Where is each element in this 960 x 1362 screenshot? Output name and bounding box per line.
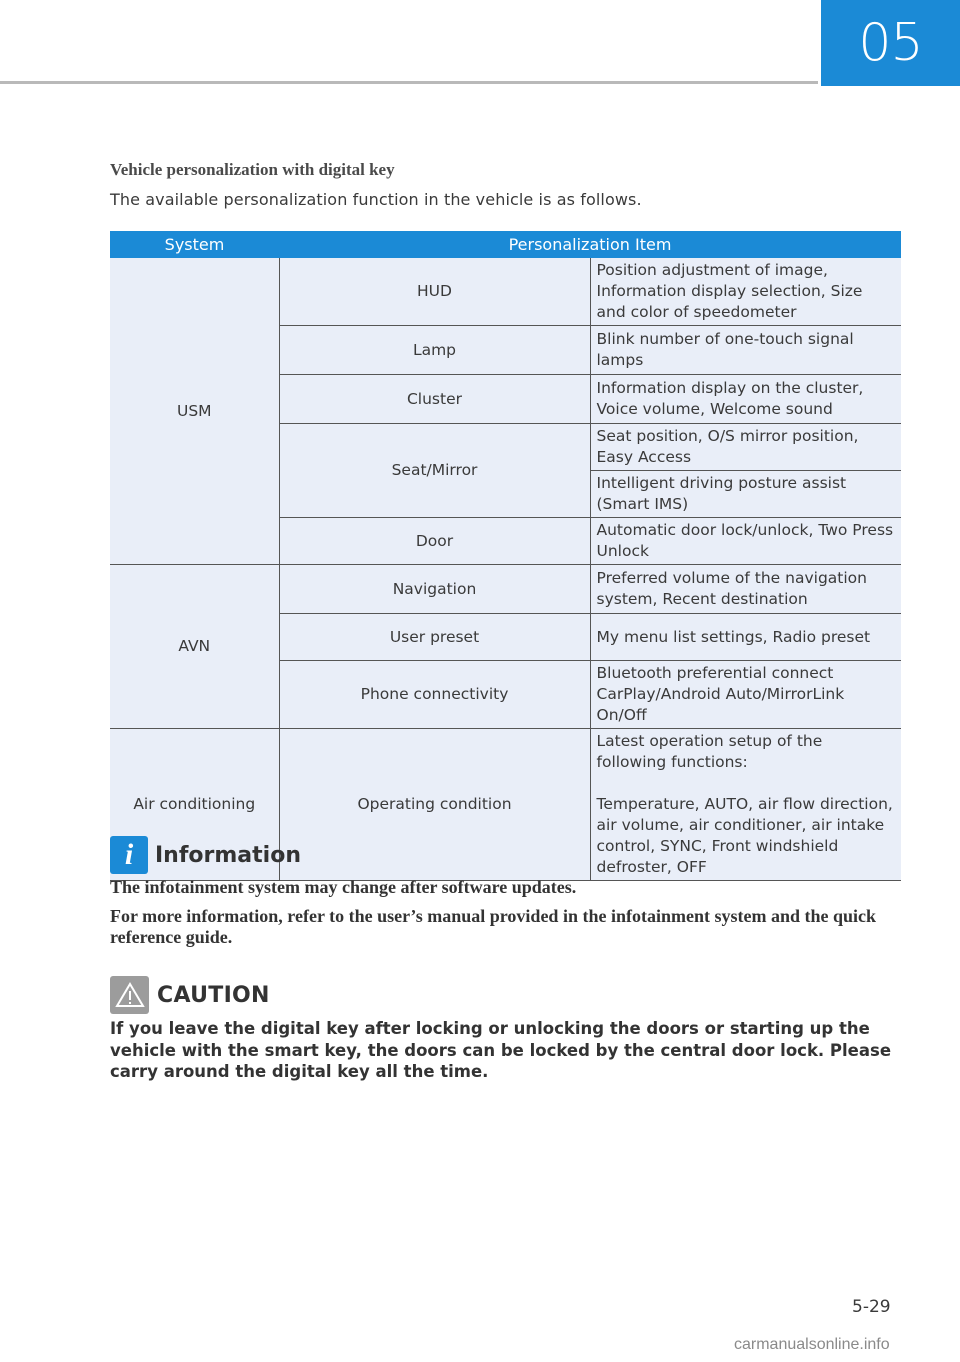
table-header-row (110, 231, 901, 258)
system-cell-avn: AVN (110, 565, 279, 729)
header-system: System (110, 231, 279, 258)
detail-cell: Blink number of one-touch signal lamps (590, 326, 901, 375)
item-cell-cluster: Cluster (279, 375, 590, 424)
item-cell-door: Door (279, 518, 590, 565)
header-rule (0, 81, 818, 84)
page-number: 5-29 (852, 1297, 891, 1317)
item-cell-hud: HUD (279, 258, 590, 326)
caution-text: If you leave the digital key after locking or unlocking the doors or starting up the vehicle with the smart key, the doors can be locked by the central door lock. Please carry around the digital key all the time. (110, 1019, 892, 1081)
detail-cell: Position adjustment of image, Information display selection, Size and color of speedometer (590, 258, 901, 326)
caution-heading (110, 975, 902, 1015)
header-personalization-item: Personalization Item (279, 231, 901, 258)
info-icon: i (110, 836, 148, 874)
detail-cell: Information display on the cluster, Voice volume, Welcome sound (590, 375, 901, 424)
intro-text: The available personalization function in the vehicle is as follows. (110, 190, 642, 209)
table-row (110, 565, 901, 614)
item-cell-operating-condition: Operating condition (279, 729, 590, 881)
information-title: Information (155, 842, 301, 868)
item-cell-navigation: Navigation (279, 565, 590, 614)
detail-cell: Automatic door lock/unlock, Two Press Unlock (590, 518, 901, 565)
detail-cell: My menu list settings, Radio preset (590, 614, 901, 661)
item-cell-seat-mirror: Seat/Mirror (279, 424, 590, 518)
information-paragraph: For more information, refer to the user’s manual provided in the infotainment system and the quick reference guide. (110, 906, 876, 947)
information-note (110, 835, 902, 948)
item-cell-phone-connectivity: Phone connectivity (279, 661, 590, 729)
detail-cell: Bluetooth preferential connect CarPlay/Android Auto/MirrorLink On/Off (590, 661, 901, 729)
system-cell-usm: USM (110, 258, 279, 565)
caution-note (110, 975, 902, 1083)
information-heading (110, 835, 902, 875)
watermark: carmanualsonline.info (734, 1336, 890, 1353)
detail-line: Latest operation setup of the following functions: (596, 732, 823, 771)
item-cell-user-preset: User preset (279, 614, 590, 661)
detail-cell: Intelligent driving posture assist (Smart IMS) (590, 471, 901, 518)
personalization-table (110, 231, 901, 881)
chapter-tab: 05 (821, 0, 960, 86)
section-title: Vehicle personalization with digital key (110, 160, 395, 179)
detail-cell: Seat position, O/S mirror position, Easy Access (590, 424, 901, 471)
item-cell-lamp: Lamp (279, 326, 590, 375)
table-row (110, 258, 901, 326)
warning-triangle-icon (110, 976, 149, 1014)
information-paragraph: The infotainment system may change after software updates. (110, 877, 577, 897)
detail-cell: Preferred volume of the navigation system, Recent destination (590, 565, 901, 614)
caution-title: CAUTION (157, 982, 270, 1008)
system-cell-air-conditioning: Air conditioning (110, 729, 279, 881)
detail-line: Temperature, AUTO, air flow direction, air volume, air conditioner, air intake control, SYNC, Front windshield defroster, OFF (596, 795, 893, 876)
